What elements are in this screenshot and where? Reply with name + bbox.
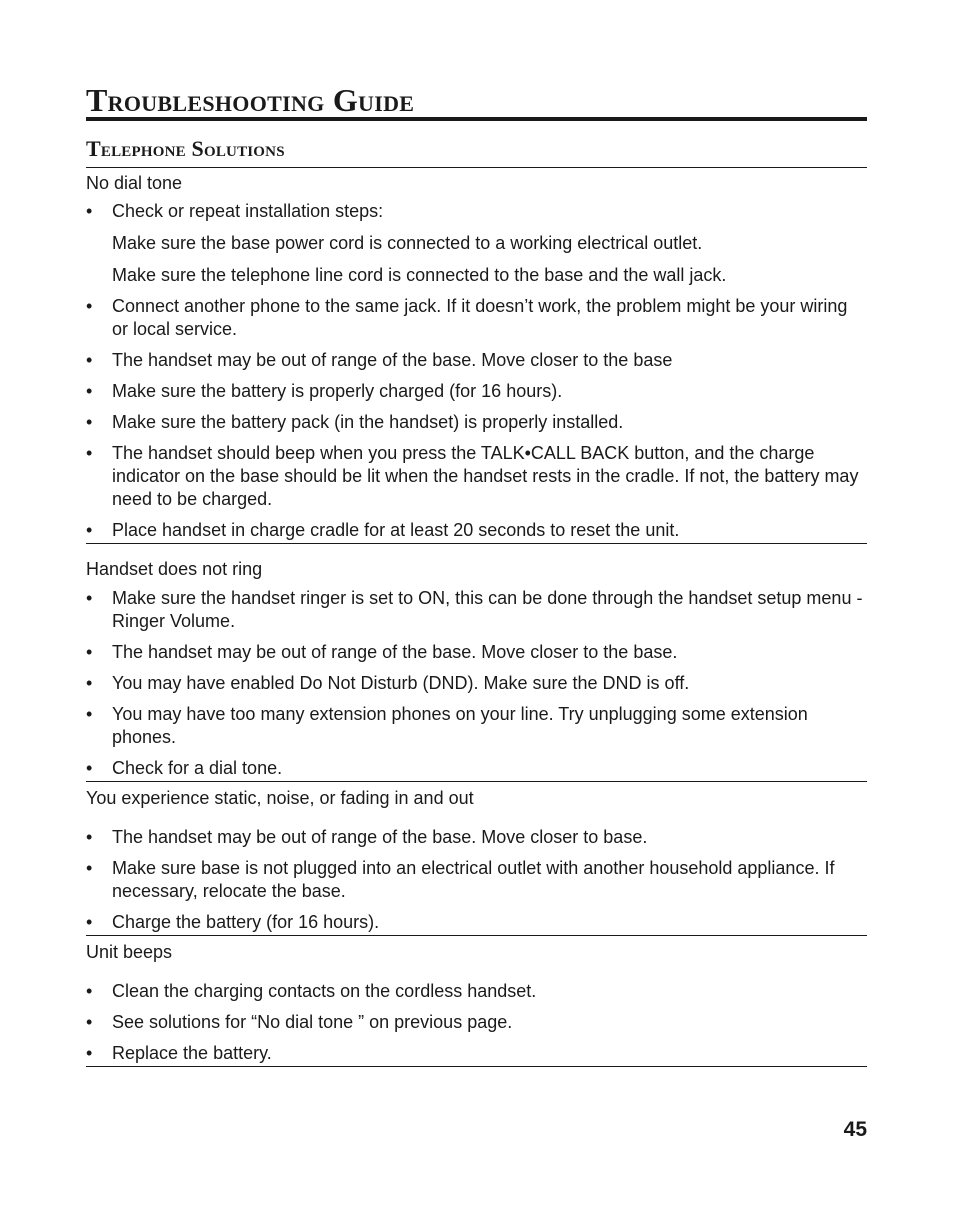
bullet: • xyxy=(86,381,93,401)
bullet: • xyxy=(86,912,93,932)
sub-instruction: Make sure the base power cord is connected to a working electrical outlet. xyxy=(112,233,703,253)
bullet: • xyxy=(86,350,93,370)
solution-list xyxy=(86,295,867,542)
solution-list xyxy=(86,587,867,780)
list-item: • Replace the battery. xyxy=(86,1043,272,1063)
list-item: • Make sure the handset ringer is set to ON, this can be done through the handset setup menu - Ringer Volume. xyxy=(86,588,863,631)
title-rule xyxy=(86,117,867,121)
section-no-dial-tone xyxy=(86,169,867,544)
bullet: • xyxy=(86,588,93,608)
list-item: • You may have enabled Do Not Disturb (DND). Make sure the DND is off. xyxy=(86,673,690,693)
list-item: • See solutions for “No dial tone ” on previous page. xyxy=(86,1012,513,1032)
solution-list xyxy=(86,826,867,934)
bullet: • xyxy=(86,827,93,847)
list-item: • The handset may be out of range of the base. Move closer to the base xyxy=(86,350,673,370)
solution-list xyxy=(86,200,867,223)
page-title: Troubleshooting Guide xyxy=(86,82,415,118)
problem-title: You experience static, noise, or fading in and out xyxy=(86,788,474,808)
bullet: • xyxy=(86,704,93,724)
bullet: • xyxy=(86,443,93,463)
problem-title: Unit beeps xyxy=(86,942,173,962)
bullet: • xyxy=(86,981,93,1001)
solutions-list xyxy=(86,169,867,1067)
bullet: • xyxy=(86,673,93,693)
bullet: • xyxy=(86,1043,93,1063)
bullet: • xyxy=(86,1012,93,1032)
list-item: • The handset may be out of range of the base. Move closer to the base. xyxy=(86,642,678,662)
section-unit-beeps xyxy=(86,936,867,1067)
list-item: • You may have too many extension phones on your line. Try unplugging some extension phones. xyxy=(86,704,808,747)
section-handset-does-not-ring xyxy=(86,544,867,782)
section-heading: Telephone Solutions xyxy=(86,136,285,161)
sub-instruction: Make sure the telephone line cord is connected to the base and the wall jack. xyxy=(112,265,727,285)
list-item: • Charge the battery (for 16 hours). xyxy=(86,912,380,932)
list-item: • The handset should beep when you press the TALK•CALL BACK button, and the charge indicator on the base should be lit when the handset rests in the cradle. If not, the battery may need to be charged. xyxy=(86,443,859,509)
bullet: • xyxy=(86,201,93,221)
problem-title: Handset does not ring xyxy=(86,559,263,579)
subtitle-rule xyxy=(86,167,867,168)
bullet: • xyxy=(86,296,93,316)
bullet: • xyxy=(86,520,93,540)
list-item: • Make sure the battery pack (in the handset) is properly installed. xyxy=(86,412,624,432)
list-item: • Connect another phone to the same jack. If it doesn’t work, the problem might be your wiring or local service. xyxy=(86,296,848,339)
list-item: • Place handset in charge cradle for at least 20 seconds to reset the unit. xyxy=(86,520,680,540)
bullet: • xyxy=(86,858,93,878)
bullet: • xyxy=(86,642,93,662)
section-static-noise xyxy=(86,782,867,936)
problem-title: No dial tone xyxy=(86,173,183,193)
list-item: • Check for a dial tone. xyxy=(86,758,283,778)
list-item: • Make sure the battery is properly charged (for 16 hours). xyxy=(86,381,563,401)
bullet: • xyxy=(86,412,93,432)
list-item: • Check or repeat installation steps: xyxy=(86,201,384,221)
page-number: 45 xyxy=(843,1118,867,1141)
list-item: • Clean the charging contacts on the cordless handset. xyxy=(86,981,537,1001)
list-item: • The handset may be out of range of the base. Move closer to base. xyxy=(86,827,648,847)
solution-list xyxy=(86,980,867,1065)
bullet: • xyxy=(86,758,93,778)
list-item: • Make sure base is not plugged into an electrical outlet with another household appliance. If necessary, relocate the base. xyxy=(86,858,835,901)
